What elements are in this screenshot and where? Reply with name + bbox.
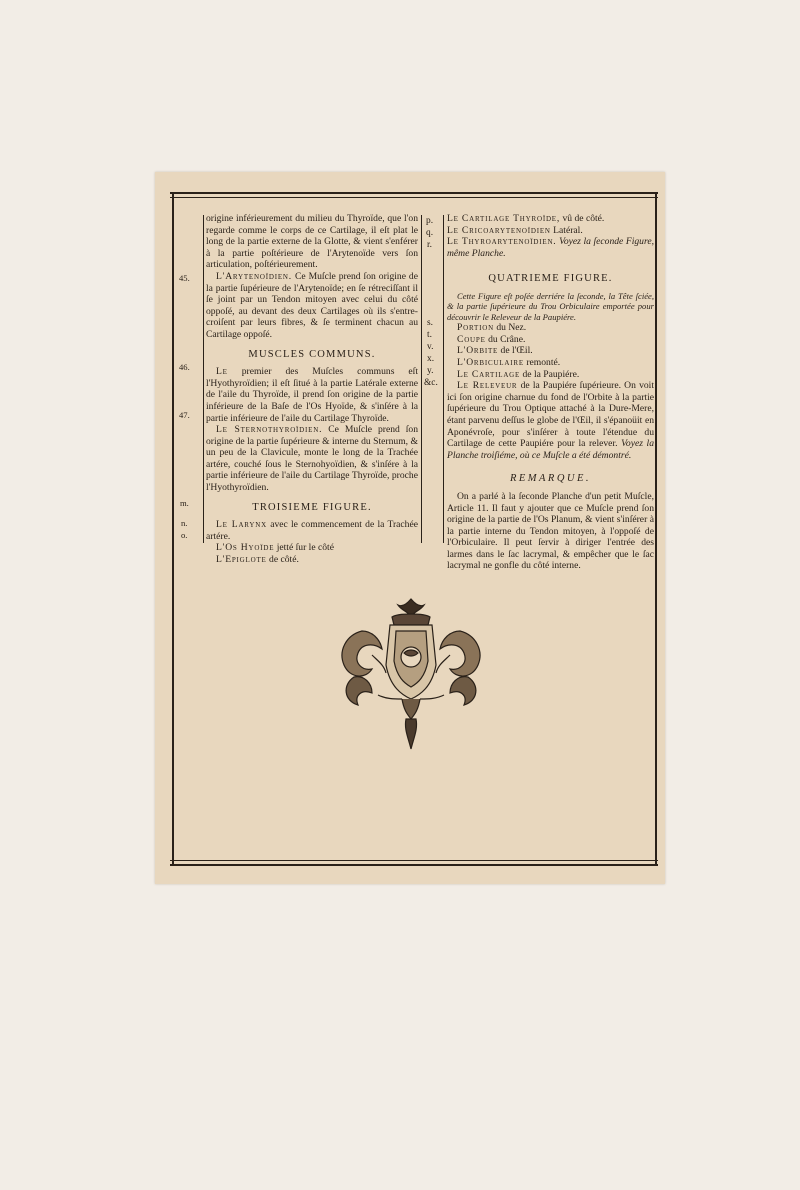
item-thyroarytenoidien: [447, 236, 654, 259]
term-cartilage-thyroide: Le Cartilage Thyroïde,: [447, 213, 561, 224]
frame-rule-left: [172, 192, 174, 866]
margin-number-45: 45.: [179, 273, 190, 283]
margin-letter-n: n.: [181, 518, 188, 528]
item-cartilage-paupiere: [447, 369, 654, 381]
text-orbiculaire: remonté.: [523, 356, 561, 368]
left-text-column: [206, 213, 418, 566]
ornamental-vignette-icon: [332, 595, 490, 751]
paragraph-remarque: On a parlé à la ſeconde Planche d'un petit Muſcle, Article 11. Il faut y ajouter que ce Muſcle prend ſon origine de la partie de l'Os Planum, & vient s'inſérer à la partie interne du Tendon mitoyen, à l'oppoſé de l'Orbiculaire. Il peut ſervir à diriger l'entrée des larmes dans le ſac lacrymal, & empêcher que le ſac lacrymal ne gonfle du côté interne.: [447, 490, 654, 572]
text-releveur: de la Paupiére ſupérieure. On voit ici ſon origine charnue du fond de l'Orbite à la partie ſupérieure du Trou Optique attaché à la Dure-Mere, étant parvenu deſſus le globe de l'Œil, il s'épanoüit en Aponévroſe, pour s'inſérer à toute l'étendue du Cartilage de cette Paupiére pour la relever.: [447, 380, 654, 450]
term-coupe: Coupe: [457, 333, 486, 345]
text-cricoarytenoidien: Latéral.: [550, 224, 583, 236]
text-epiglote: de côté.: [266, 554, 299, 566]
column-rule-middle: [421, 215, 422, 543]
marker-v: v.: [427, 342, 434, 352]
text-hyothyroidien: premier des Muſcles communs eſt l'Hyothyroïdien; il eſt ſitué à la partie Latérale externe de l'aile du Thyroïde, il prend ſon origine de la partie inférieure de la Baſe de l'Os Hyoïde, & s'inſére à la partie inférieure de l'aile du Cartilage Thyroïde.: [206, 366, 418, 424]
marker-q: q.: [426, 228, 434, 238]
term-orbiculaire: L'Orbiculaire: [457, 356, 524, 368]
column-rule-left: [203, 215, 204, 543]
term-portion: Portion: [457, 322, 494, 334]
item-portion: [447, 322, 654, 334]
column-rule-right: [443, 215, 444, 543]
term-le: Le: [216, 366, 228, 378]
heading-muscles-communs: MUSCLES COMMUNS.: [248, 348, 376, 360]
frame-rule-top: [170, 192, 658, 194]
margin-number-46: 46.: [179, 362, 190, 372]
paragraph-continuation: origine inférieurement du milieu du Thyroïde, que l'on regarde comme le corps de ce Cartilage, il eſt plat le long de la partie externe de la Glotte, & vient s'enférer à la partie poſtérieure de l'Arytenoïde vers ſon articulation, poſtérieurement.: [206, 213, 418, 271]
item-cricoarytenoidien: [447, 225, 654, 237]
term-larynx: Le Larynx: [216, 519, 267, 531]
frame-rule-bottom: [170, 864, 658, 866]
term-sternothyroidien: Le Sternothyroïdien.: [216, 424, 323, 436]
marker-y: y.: [427, 366, 434, 376]
text-thyroarytenoidien: Voyez la ſeconde Figure, même Planche.: [447, 236, 654, 259]
frame-rule-top-thin: [170, 197, 658, 198]
paragraph-arytenoidien: [206, 271, 418, 341]
text-sternothyroidien: Ce Muſcle prend ſon origine de la partie ſupérieure & interne du Sternum, & un peu de la Clavicule, monte le long de la Trachée artére, couché ſous le Sternohyoïdien, & s'inſére à la partie inférieure de l'aile du Cartilage Thyroïde, proche l'Hyothyroïdien.: [206, 424, 419, 494]
heading-quatrieme-figure: QUATRIEME FIGURE.: [488, 273, 613, 285]
note-quatrieme-figure: Cette Figure eſt poſée derriére la ſeconde, la Tête ſciée, & la partie ſupérieure du Trou Orbiculaire emportée pour découvrir le Releveur de la Paupiére.: [447, 290, 654, 322]
text-releveur-reference: Voyez la Planche troiſiéme, où ce Muſcle a été démontré.: [447, 438, 655, 461]
text-orbite: de l'Œil.: [498, 345, 533, 357]
marker-r: r.: [427, 240, 432, 250]
text-coupe: du Crâne.: [485, 333, 526, 345]
term-os-hyoide: L'Os Hyoïde: [216, 542, 275, 554]
margin-letter-o: o.: [181, 530, 188, 540]
marker-s: s.: [427, 318, 433, 328]
term-orbite: L'Orbite: [457, 345, 499, 357]
paragraph-hyothyroidien: [206, 366, 418, 424]
text-cartilage-paupiere: de la Paupiére.: [520, 368, 580, 380]
marker-p: p.: [426, 216, 434, 226]
marker-etc: &c.: [424, 378, 438, 388]
term-releveur: Le Releveur: [457, 380, 518, 392]
term-cartilage-paupiere: Le Cartilage: [457, 368, 521, 380]
frame-rule-right: [655, 192, 657, 866]
marker-x: x.: [427, 354, 435, 364]
heading-remarque: REMARQUE.: [509, 473, 592, 485]
paragraph-sternothyroidien: [206, 424, 418, 494]
text-larynx: avec le commencement de la Trachée artére.: [206, 519, 418, 542]
item-orbite: [447, 345, 654, 357]
item-cartilage-thyroide: [447, 213, 654, 225]
item-os-hyoide: [206, 542, 418, 554]
term-cricoarytenoidien: Le Cricoarytenoïdien: [447, 224, 551, 236]
right-text-column: [447, 213, 654, 572]
item-epiglote: [206, 554, 418, 566]
text-portion: du Nez.: [493, 322, 527, 334]
frame-rule-bottom-thin: [170, 860, 658, 861]
item-larynx: [206, 519, 418, 542]
marker-t: t.: [427, 330, 432, 340]
item-coupe: [447, 334, 654, 346]
text-os-hyoide: jetté ſur le côté: [274, 542, 334, 554]
term-arytenoidien: L'Arytenoïdien.: [216, 270, 292, 282]
item-orbiculaire: [447, 357, 654, 369]
text-arytenoidien: Ce Muſcle prend ſon origine de la partie ſupérieure de l'Arytenoïde; en ſe rétreciſſant il ſe joint par un Tendon mitoyen avec celui du côté oppoſé, au devant des deux Cartilages où ils s'entre-croiſent par leurs fibres, & ſe terminent chacun au Cartilage oppoſé.: [206, 270, 418, 340]
item-releveur: [447, 380, 654, 461]
heading-troisieme-figure: TROISIEME FIGURE.: [252, 501, 372, 513]
margin-letter-m: m.: [180, 498, 189, 508]
text-cartilage-thyroide: vû de côté.: [560, 213, 605, 224]
term-epiglote: L'Epiglote: [216, 554, 267, 566]
term-thyroarytenoidien: Le Thyroarytenoïdien.: [447, 236, 557, 248]
margin-number-47: 47.: [179, 410, 190, 420]
